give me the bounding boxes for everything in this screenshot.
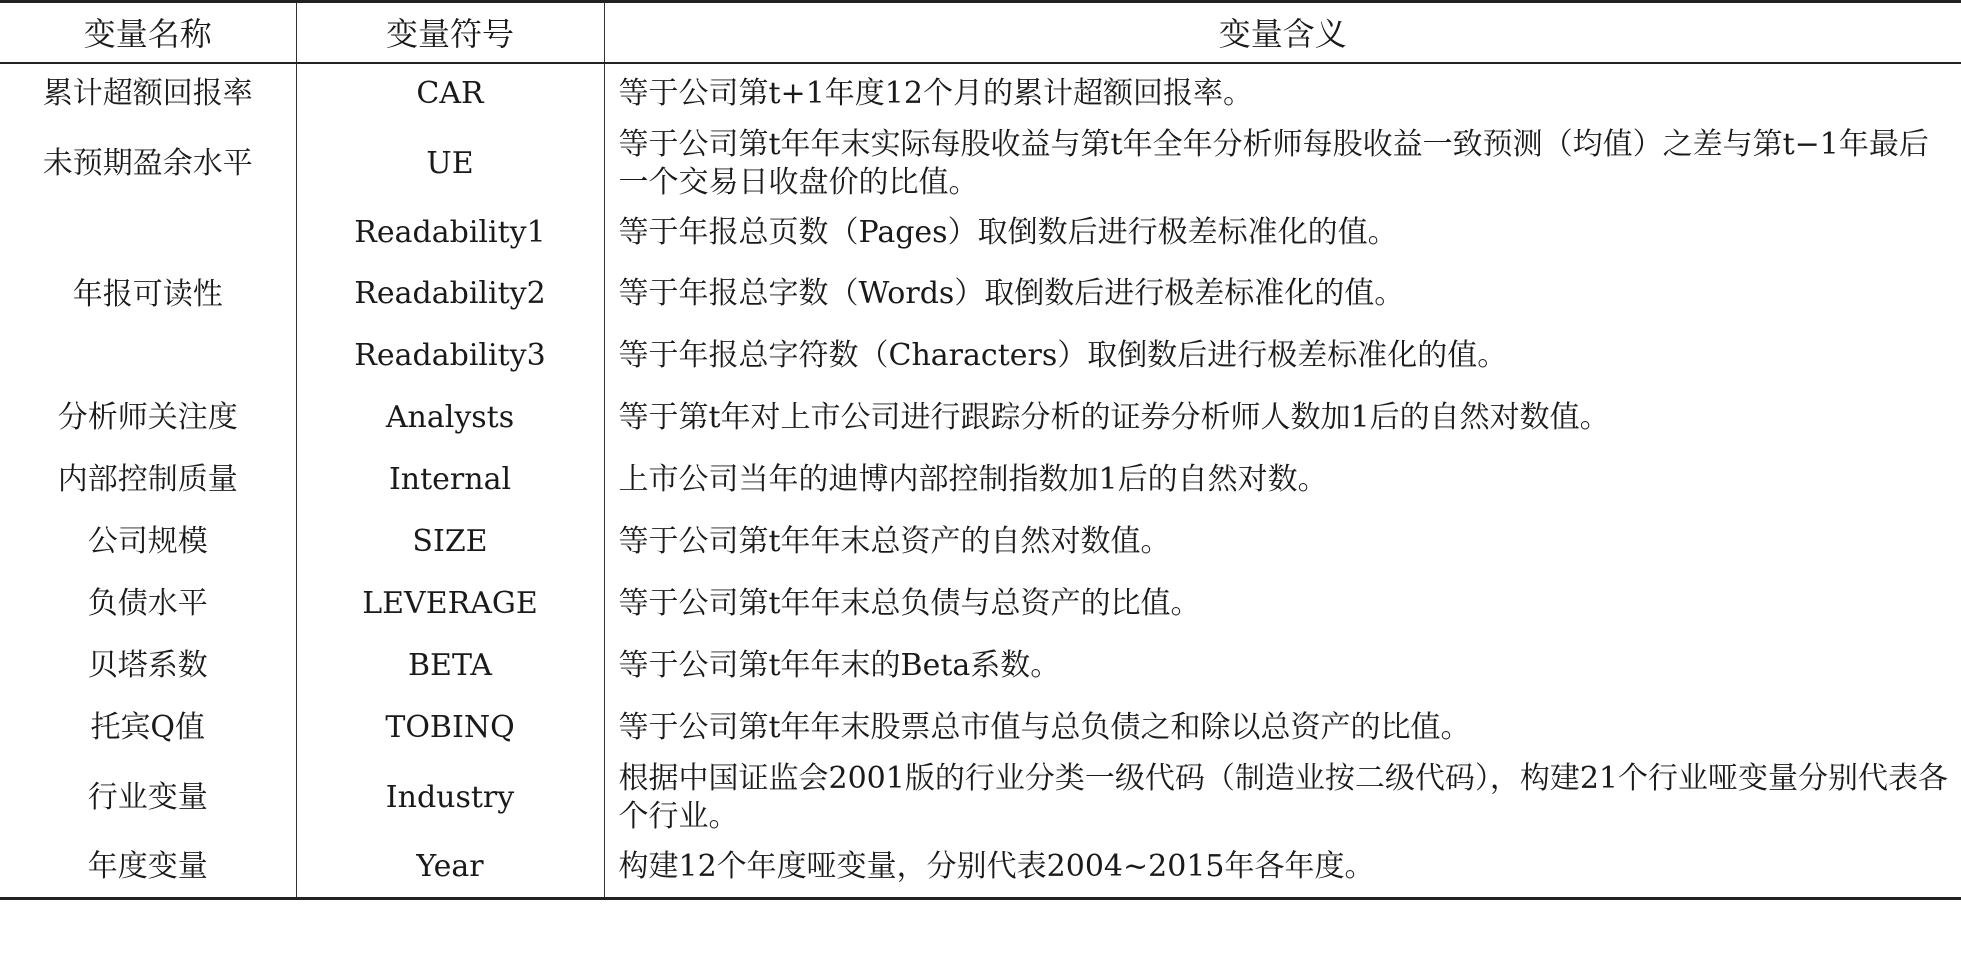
variable-symbol: TOBINQ <box>296 697 604 759</box>
table-row <box>0 125 1961 203</box>
header-row <box>0 2 1961 63</box>
variable-definition: 等于公司第t年年末股票总市值与总负债之和除以总资产的比值。 <box>618 709 1471 745</box>
table-row <box>0 573 1961 635</box>
variable-definition: 等于公司第t+1年度12个月的累计超额回报率。 <box>618 76 1253 111</box>
variable-symbol: Internal <box>296 449 604 511</box>
table-row <box>0 387 1961 449</box>
table-row <box>0 63 1961 125</box>
variable-symbol: LEVERAGE <box>296 573 604 635</box>
variable-definition: 上市公司当年的迪博内部控制指数加1后的自然对数。 <box>618 461 1328 497</box>
variable-definition: 等于公司第t年年末总负债与总资产的比值。 <box>618 585 1201 621</box>
variable-name: 托宾Q值 <box>0 697 296 759</box>
variable-name: 未预期盈余水平 <box>0 125 296 203</box>
header-variable-name: 变量名称 <box>0 2 296 63</box>
variable-name: 行业变量 <box>0 759 296 837</box>
variable-definition: 等于公司第t年年末实际每股收益与第t年全年分析师每股收益一致预测（均值）之差与第t−1年最后一个交易日收盘价的比值。 <box>618 126 1929 200</box>
variable-definition: 等于公司第t年年末的Beta系数。 <box>618 647 1061 683</box>
header-variable-symbol: 变量符号 <box>296 2 604 63</box>
variable-symbol: Readability2 <box>296 263 604 325</box>
variable-name: 年报可读性 <box>0 203 296 387</box>
variable-symbol: Readability3 <box>296 325 604 387</box>
variable-definition: 等于公司第t年年末总资产的自然对数值。 <box>618 523 1171 559</box>
table-row <box>0 203 1961 263</box>
table-row <box>0 759 1961 837</box>
variable-name: 分析师关注度 <box>0 387 296 449</box>
header-variable-definition: 变量含义 <box>604 2 1961 63</box>
variable-symbol: BETA <box>296 635 604 697</box>
variable-name: 年度变量 <box>0 837 296 899</box>
variable-symbol: SIZE <box>296 511 604 573</box>
variable-symbol: Readability1 <box>296 203 604 263</box>
table-row <box>0 449 1961 511</box>
variable-definition: 等于年报总字数（Words）取倒数后进行极差标准化的值。 <box>618 275 1405 311</box>
variable-name: 负债水平 <box>0 573 296 635</box>
variable-name: 公司规模 <box>0 511 296 573</box>
table-row <box>0 697 1961 759</box>
table-row <box>0 635 1961 697</box>
variable-symbol: Industry <box>296 759 604 837</box>
variable-name: 贝塔系数 <box>0 635 296 697</box>
variable-name: 内部控制质量 <box>0 449 296 511</box>
variable-definition: 构建12个年度哑变量，分别代表2004~2015年各年度。 <box>604 837 1961 899</box>
variable-definition: 等于年报总页数（Pages）取倒数后进行极差标准化的值。 <box>618 214 1398 250</box>
variable-name: 累计超额回报率 <box>0 63 296 125</box>
table-row <box>0 837 1961 899</box>
table-row <box>0 511 1961 573</box>
variable-definition: 根据中国证监会2001版的行业分类一级代码（制造业按二级代码），构建21个行业哑变量分别代表各个行业。 <box>618 760 1949 834</box>
variable-symbol: UE <box>296 125 604 203</box>
variable-symbol: Analysts <box>296 387 604 449</box>
variable-symbol: Year <box>296 837 604 899</box>
variable-symbol: CAR <box>296 63 604 125</box>
variable-definition: 等于第t年对上市公司进行跟踪分析的证券分析师人数加1后的自然对数值。 <box>618 399 1610 435</box>
variable-definition: 等于年报总字符数（Characters）取倒数后进行极差标准化的值。 <box>618 337 1508 373</box>
